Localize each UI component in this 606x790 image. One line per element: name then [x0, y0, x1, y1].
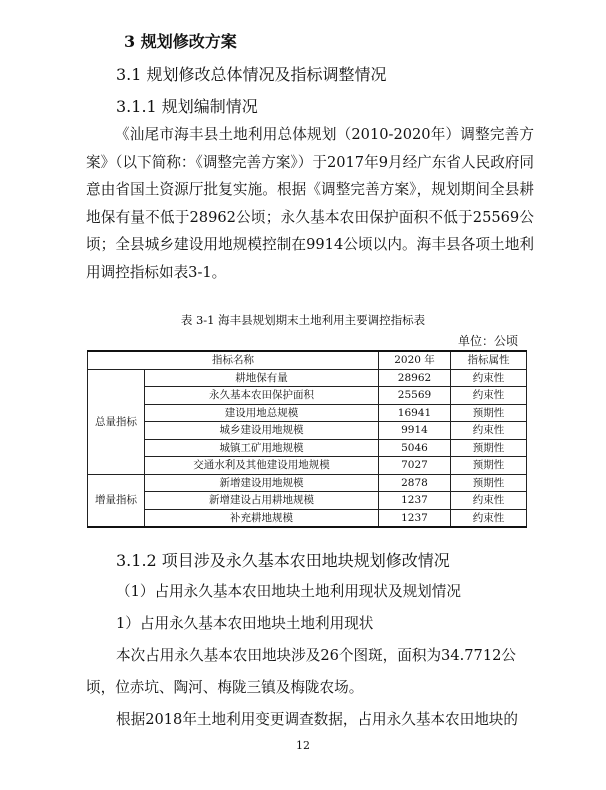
row-name: 建设用地总规模 [145, 404, 379, 422]
row-value: 1237 [379, 492, 451, 510]
row-value: 2878 [379, 474, 451, 492]
row-attr: 约束性 [451, 422, 527, 440]
row-name: 新增建设用地规模 [145, 474, 379, 492]
indicator-table [87, 350, 527, 528]
paragraph-3-line-1: 根据2018年土地利用变更调查数据，占用永久基本农田地块的 [116, 711, 518, 728]
row-value: 7027 [379, 457, 451, 475]
section-heading-3-1-1: 3.1.1 规划编制情况 [116, 97, 258, 116]
header-attribute: 指标属性 [451, 351, 527, 369]
row-attr: 预期性 [451, 474, 527, 492]
table-row [88, 509, 527, 527]
section-heading-3-1: 3.1 规划修改总体情况及指标调整情况 [116, 65, 387, 84]
row-value: 28962 [379, 369, 451, 387]
row-name: 补充耕地规模 [145, 509, 379, 527]
row-attr: 约束性 [451, 492, 527, 510]
row-attr: 预期性 [451, 457, 527, 475]
subheading-1: （1）占用永久基本农田地块土地利用现状及规划情况 [116, 583, 461, 600]
planning-paragraph: 《汕尾市海丰县土地利用总体规划（2010-2020年）调整完善方案》（以下简称：《调整完善方案》）于2017年9月经广东省人民政府同意由省国土资源厅批复实施。根据《调整完善方案》，规划期间全县耕地保有量不低于28962公顷；永久基本农田保护面积不低于25569公顷；全县城乡建设用地规模控制在9914公顷以内。海丰县各项土地利用调控指标如表3-1。 [86, 126, 534, 281]
row-name: 耕地保有量 [145, 369, 379, 387]
section-heading-3-1-2: 3.1.2 项目涉及永久基本农田地块规划修改情况 [116, 551, 450, 570]
paragraph-2-line-1: 本次占用永久基本农田地块涉及26个图斑，面积为34.7712公 [116, 647, 516, 664]
row-attr: 预期性 [451, 404, 527, 422]
table-row [88, 404, 527, 422]
chapter-heading: 3 规划修改方案 [124, 32, 237, 51]
row-attr: 约束性 [451, 369, 527, 387]
page-number: 12 [296, 739, 310, 752]
subheading-1-1: 1）占用永久基本农田地块土地利用现状 [116, 615, 374, 632]
row-attr: 约束性 [451, 387, 527, 405]
table-caption: 表 3-1 海丰县规划期末土地利用主要调控指标表 [180, 313, 426, 327]
table-row [88, 387, 527, 405]
header-year: 2020 年 [379, 351, 451, 369]
row-value: 25569 [379, 387, 451, 405]
row-name: 城镇工矿用地规模 [145, 439, 379, 457]
row-name: 交通水利及其他建设用地规模 [145, 457, 379, 475]
row-name: 新增建设占用耕地规模 [145, 492, 379, 510]
group-increment-label: 增量指标 [88, 474, 145, 527]
table-row [88, 439, 527, 457]
row-value: 5046 [379, 439, 451, 457]
header-indicator-name: 指标名称 [88, 351, 379, 369]
table-row [88, 492, 527, 510]
table-row [88, 457, 527, 475]
table-row [88, 474, 527, 492]
group-total-label: 总量指标 [88, 369, 145, 474]
paragraph-2-line-2: 顷，位赤坑、陶河、梅陇三镇及梅陇农场。 [86, 679, 364, 696]
row-name: 城乡建设用地规模 [145, 422, 379, 440]
table-row [88, 422, 527, 440]
row-attr: 预期性 [451, 439, 527, 457]
row-value: 1237 [379, 509, 451, 527]
row-value: 9914 [379, 422, 451, 440]
table-row [88, 369, 527, 387]
row-attr: 约束性 [451, 509, 527, 527]
table-header-row [88, 351, 527, 369]
row-name: 永久基本农田保护面积 [145, 387, 379, 405]
row-value: 16941 [379, 404, 451, 422]
unit-label: 单位：公顷 [458, 334, 519, 348]
